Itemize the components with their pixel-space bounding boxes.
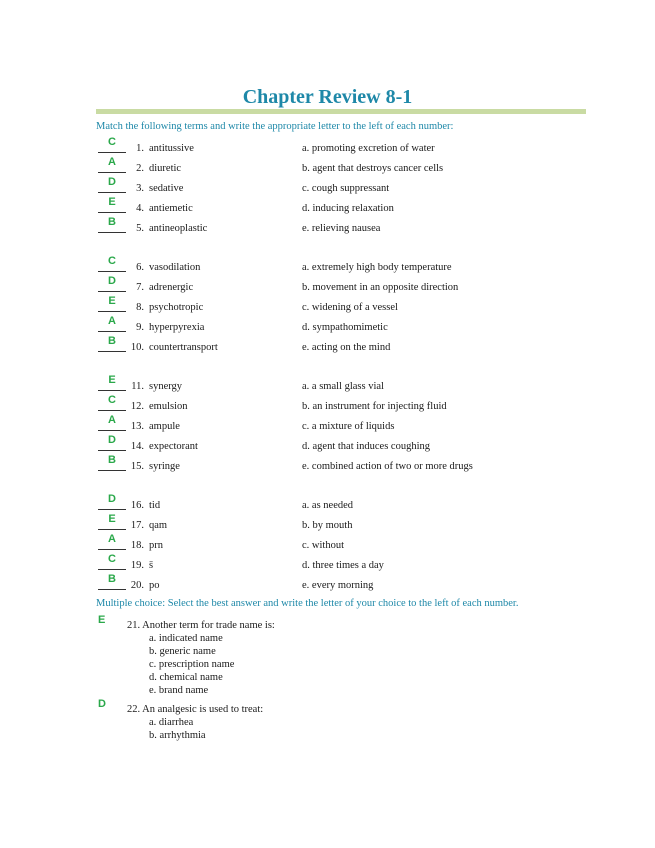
definition-option: d. sympathomimetic	[302, 322, 388, 333]
answer-blank[interactable]	[98, 410, 126, 411]
term: sedative	[149, 183, 184, 194]
answer-letter: D	[108, 176, 116, 188]
term: prn	[149, 540, 163, 551]
answer-blank[interactable]	[98, 291, 126, 292]
term: expectorant	[149, 441, 198, 452]
definition-option: e. every morning	[302, 580, 374, 591]
item-number: 13.	[130, 421, 144, 432]
item-number: 6.	[136, 262, 144, 273]
definition-option: c. without	[302, 540, 344, 551]
match-row	[0, 156, 655, 177]
term: antitussive	[149, 143, 194, 154]
mc-question: 22. An analgesic is used to treat:	[127, 704, 264, 715]
answer-blank[interactable]	[98, 549, 126, 550]
match-row	[0, 414, 655, 435]
definition-option: b. an instrument for injecting fluid	[302, 401, 447, 412]
mc-instruction: Multiple choice: Select the best answer and write the letter of your choice to the left of each number.	[96, 598, 519, 609]
answer-blank[interactable]	[98, 470, 126, 471]
item-number: 8.	[136, 302, 144, 313]
mc-choice: b. generic name	[149, 646, 216, 657]
answer-letter: A	[108, 533, 116, 545]
item-number: 2.	[136, 163, 144, 174]
answer-letter: D	[108, 275, 116, 287]
title-rule	[96, 109, 586, 114]
term: antiemetic	[149, 203, 193, 214]
term: qam	[149, 520, 168, 531]
answer-letter: C	[108, 553, 116, 565]
definition-option: a. promoting excretion of water	[302, 143, 435, 154]
answer-blank[interactable]	[98, 271, 126, 272]
item-number: 18.	[130, 540, 144, 551]
answer-letter: E	[108, 513, 116, 525]
item-number: 14.	[130, 441, 144, 452]
match-row	[0, 513, 655, 534]
definition-option: b. agent that destroys cancer cells	[302, 163, 444, 174]
answer-blank[interactable]	[98, 152, 126, 153]
match-row	[0, 335, 655, 356]
answer-blank[interactable]	[98, 212, 126, 213]
definition-option: c. a mixture of liquids	[302, 421, 395, 432]
answer-blank[interactable]	[98, 529, 126, 530]
term: syringe	[149, 461, 180, 472]
match-row	[0, 196, 655, 217]
mc-question: 21. Another term for trade name is:	[127, 620, 275, 631]
item-number: 7.	[136, 282, 144, 293]
match-row	[0, 275, 655, 296]
term: psychotropic	[149, 302, 204, 313]
term: vasodilation	[149, 262, 201, 273]
answer-blank[interactable]	[98, 351, 126, 352]
definition-option: a. as needed	[302, 500, 354, 511]
definition-option: c. widening of a vessel	[302, 302, 398, 313]
match-row	[0, 394, 655, 415]
term: synergy	[149, 381, 183, 392]
term: emulsion	[149, 401, 188, 412]
match-row	[0, 493, 655, 514]
definition-option: b. movement in an opposite direction	[302, 282, 459, 293]
item-number: 20.	[130, 580, 144, 591]
answer-letter: A	[108, 315, 116, 327]
match-row	[0, 176, 655, 197]
answer-letter: E	[108, 196, 116, 208]
match-row	[0, 573, 655, 594]
answer-letter: C	[108, 136, 116, 148]
mc-choice: a. indicated name	[149, 633, 223, 644]
definition-option: d. three times a day	[302, 560, 384, 571]
item-number: 15.	[130, 461, 144, 472]
term: diuretic	[149, 163, 182, 174]
answer-letter: C	[108, 394, 116, 406]
term: hyperpyrexia	[149, 322, 205, 333]
match-row	[0, 454, 655, 475]
answer-blank[interactable]	[98, 589, 126, 590]
definition-option: d. inducing relaxation	[302, 203, 394, 214]
answer-blank[interactable]	[98, 390, 126, 391]
definition-option: e. combined action of two or more drugs	[302, 461, 473, 472]
mc-choice: e. brand name	[149, 685, 209, 696]
item-number: 5.	[136, 223, 144, 234]
answer-letter: E	[108, 295, 116, 307]
term: po	[149, 580, 160, 591]
mc-choice: c. prescription name	[149, 659, 235, 670]
answer-blank[interactable]	[98, 331, 126, 332]
mc-choice: a. diarrhea	[149, 717, 194, 728]
item-number: 17.	[130, 520, 144, 531]
definition-option: e. acting on the mind	[302, 342, 391, 353]
answer-letter: A	[108, 414, 116, 426]
match-instruction: Match the following terms and write the appropriate letter to the left of each number:	[96, 121, 454, 132]
definition-option: b. by mouth	[302, 520, 353, 531]
answer-letter: B	[108, 335, 116, 347]
match-row	[0, 434, 655, 455]
definition-option: d. agent that induces coughing	[302, 441, 431, 452]
mc-choice: d. chemical name	[149, 672, 223, 683]
term: tid	[149, 500, 161, 511]
mc-answer-letter: E	[98, 614, 106, 626]
item-number: 12.	[130, 401, 144, 412]
answer-blank[interactable]	[98, 192, 126, 193]
item-number: 9.	[136, 322, 144, 333]
item-number: 16.	[130, 500, 144, 511]
mc-choice: b. arrhythmia	[149, 730, 206, 741]
answer-letter: B	[108, 454, 116, 466]
item-number: 3.	[136, 183, 144, 194]
match-row	[0, 216, 655, 237]
answer-blank[interactable]	[98, 311, 126, 312]
match-row	[0, 553, 655, 574]
item-number: 11.	[131, 381, 144, 392]
match-row	[0, 295, 655, 316]
answer-letter: C	[108, 255, 116, 267]
match-row	[0, 136, 655, 157]
answer-letter: D	[108, 434, 116, 446]
answer-blank[interactable]	[98, 509, 126, 510]
item-number: 4.	[136, 203, 144, 214]
definition-option: a. extremely high body temperature	[302, 262, 452, 273]
match-row	[0, 255, 655, 276]
match-row	[0, 315, 655, 336]
answer-blank[interactable]	[98, 172, 126, 173]
answer-blank[interactable]	[98, 450, 126, 451]
term: adrenergic	[149, 282, 194, 293]
term: ampule	[149, 421, 180, 432]
page-title: Chapter Review 8-1	[242, 86, 413, 108]
answer-blank[interactable]	[98, 430, 126, 431]
mc-answer-letter: D	[98, 698, 106, 710]
definition-option: e. relieving nausea	[302, 223, 381, 234]
definition-option: a. a small glass vial	[302, 381, 384, 392]
answer-blank[interactable]	[98, 232, 126, 233]
item-number: 19.	[130, 560, 144, 571]
match-row	[0, 374, 655, 395]
answer-letter: A	[108, 156, 116, 168]
definition-option: c. cough suppressant	[302, 183, 390, 194]
answer-letter: B	[108, 216, 116, 228]
term: s̄	[149, 560, 154, 571]
term: antineoplastic	[149, 223, 208, 234]
item-number: 10.	[130, 342, 144, 353]
item-number: 1.	[136, 143, 144, 154]
answer-letter: D	[108, 493, 116, 505]
answer-blank[interactable]	[98, 569, 126, 570]
answer-letter: B	[108, 573, 116, 585]
term: countertransport	[149, 342, 218, 353]
match-row	[0, 533, 655, 554]
answer-letter: E	[108, 374, 116, 386]
